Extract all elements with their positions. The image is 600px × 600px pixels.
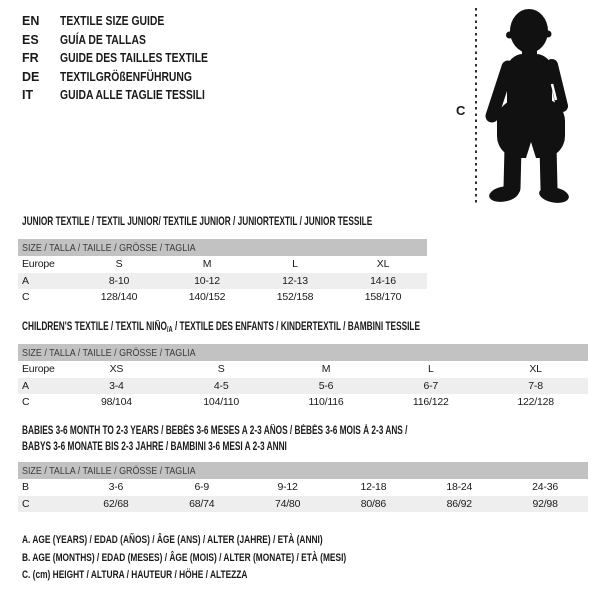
language-row-de xyxy=(22,68,238,87)
height-dotted-line xyxy=(475,8,477,206)
language-label: GUIDA ALLE TAGLIE TESSILI xyxy=(60,88,205,103)
value-cell: 92/98 xyxy=(532,497,558,510)
value-cell: 12-13 xyxy=(282,274,308,287)
baby-silhouette-icon xyxy=(482,0,596,204)
row-label: C xyxy=(22,291,30,304)
language-row-en xyxy=(22,12,238,31)
children-title-suffix: / TEXTILE DES ENFANTS / KINDERTEXTIL / BAMBINI TESSILE xyxy=(172,321,421,333)
language-code: DE xyxy=(22,69,40,84)
value-cell: 158/170 xyxy=(364,291,402,304)
legend-text: C. (cm) HEIGHT / ALTURA / HAUTEUR / HÖHE / ALTEZZA xyxy=(22,569,248,581)
height-label-c: C xyxy=(456,103,466,118)
size-cell: M xyxy=(321,363,331,376)
value-cell: 10-12 xyxy=(194,274,220,287)
language-row-it xyxy=(22,86,238,105)
value-cell: 62/68 xyxy=(103,497,129,510)
language-label: GUÍA DE TALLAS xyxy=(60,32,146,47)
table-row-europe xyxy=(18,361,588,378)
legend-text: A. AGE (YEARS) / EDAD (AÑOS) / ÂGE (ANS) / ALTER (JAHRE) / ETÀ (ANNI) xyxy=(22,534,323,546)
size-cell: XL xyxy=(376,258,390,271)
table-row-height xyxy=(18,289,427,306)
value-cell: 116/122 xyxy=(412,396,449,409)
value-cell: 18-24 xyxy=(446,481,473,494)
table-row-age xyxy=(18,273,427,290)
children-title-prefix: CHILDREN'S TEXTILE / TEXTIL NIÑO xyxy=(22,321,167,333)
children-section-title xyxy=(22,320,575,338)
row-label: A xyxy=(22,274,29,287)
value-cell: 14-16 xyxy=(370,274,396,287)
value-cell: 7-8 xyxy=(528,379,543,392)
value-cell: 128/140 xyxy=(100,291,138,304)
row-label: C xyxy=(22,497,30,510)
language-row-es xyxy=(22,31,238,50)
table-row-europe xyxy=(18,256,427,273)
value-cell: 3-4 xyxy=(109,379,124,392)
value-cell: 24-36 xyxy=(532,481,558,494)
value-cell: 140/152 xyxy=(188,291,226,304)
size-header-text: SIZE / TALLA / TAILLE / GRÖSSE / TAGLIA xyxy=(22,464,196,477)
size-header-band xyxy=(18,239,427,256)
value-cell: 80/86 xyxy=(360,497,387,510)
legend-line-c xyxy=(22,569,449,587)
value-cell: 74/80 xyxy=(274,497,301,510)
value-cell: 12-18 xyxy=(360,481,387,494)
babies-title-line1: BABIES 3-6 MONTH TO 2-3 YEARS / BEBÉS 3-6 MESES A 2-3 AÑOS / BÉBÉS 3-6 MOIS À 2-3 ANS / xyxy=(22,425,408,437)
table-row-age-months xyxy=(18,479,588,496)
children-title-subscript: /A xyxy=(166,325,173,334)
size-header-text: SIZE / TALLA / TAILLE / GRÖSSE / TAGLIA xyxy=(22,346,196,359)
junior-title-text: JUNIOR TEXTILE / TEXTIL JUNIOR/ TEXTILE JUNIOR / JUNIORTEXTIL / JUNIOR TESSILE xyxy=(22,216,373,228)
babies-size-table xyxy=(18,462,588,512)
babies-title-line2: BABYS 3-6 MONATE BIS 2-3 JAHRE / BAMBINI 3-6 MESI A 2-3 ANNI xyxy=(22,440,287,453)
language-label: TEXTILGRÖßENFÜHRUNG xyxy=(60,69,192,84)
size-cell: S xyxy=(115,258,123,271)
row-label: Europe xyxy=(22,258,55,271)
children-title-text xyxy=(22,320,420,338)
value-cell: 122/128 xyxy=(517,396,554,409)
table-row-height xyxy=(18,496,588,513)
table-row-age xyxy=(18,378,588,395)
language-label: GUIDE DES TAILLES TEXTILE xyxy=(60,51,208,66)
measurement-legend xyxy=(22,534,449,587)
size-cell: XS xyxy=(109,363,124,376)
children-size-table xyxy=(18,344,588,411)
value-cell: 3-6 xyxy=(108,481,124,494)
value-cell: 6-9 xyxy=(194,481,210,494)
size-cell: L xyxy=(292,258,298,271)
value-cell: 6-7 xyxy=(423,379,439,392)
language-code: IT xyxy=(22,88,34,103)
language-row-fr xyxy=(22,49,238,68)
value-cell: 5-6 xyxy=(318,379,334,392)
value-cell: 110/116 xyxy=(308,396,344,409)
junior-section-title xyxy=(22,215,508,231)
row-label: B xyxy=(22,481,29,494)
legend-line-a xyxy=(22,534,449,552)
value-cell: 9-12 xyxy=(277,481,298,494)
language-code: ES xyxy=(22,32,39,47)
size-cell: S xyxy=(217,363,225,376)
row-label: Europe xyxy=(22,363,55,376)
value-cell: 86/92 xyxy=(446,497,472,510)
language-list xyxy=(22,12,238,105)
legend-line-b xyxy=(22,552,449,570)
language-label: TEXTILE SIZE GUIDE xyxy=(60,14,165,29)
babies-section-title xyxy=(22,424,557,455)
size-cell: L xyxy=(427,363,434,376)
size-cell: XL xyxy=(529,363,542,376)
value-cell: 104/110 xyxy=(203,396,240,409)
size-header-band xyxy=(18,344,588,361)
legend-text: B. AGE (MONTHS) / EDAD (MESES) / ÂGE (MOIS) / ALTER (MONATE) / ETÀ (MESI) xyxy=(22,551,347,564)
table-row-height xyxy=(18,394,588,411)
size-header-text: SIZE / TALLA / TAILLE / GRÖSSE / TAGLIA xyxy=(22,241,196,254)
row-label: C xyxy=(22,396,30,409)
row-label: A xyxy=(22,379,29,392)
size-header-band xyxy=(18,462,588,479)
language-code: EN xyxy=(22,14,40,29)
value-cell: 4-5 xyxy=(213,379,229,392)
value-cell: 68/74 xyxy=(189,497,215,510)
value-cell: 8-10 xyxy=(108,274,130,287)
value-cell: 98/104 xyxy=(100,396,132,409)
junior-size-table xyxy=(18,239,427,306)
size-cell: M xyxy=(202,258,212,271)
value-cell: 152/158 xyxy=(276,291,314,304)
language-code: FR xyxy=(22,51,39,66)
